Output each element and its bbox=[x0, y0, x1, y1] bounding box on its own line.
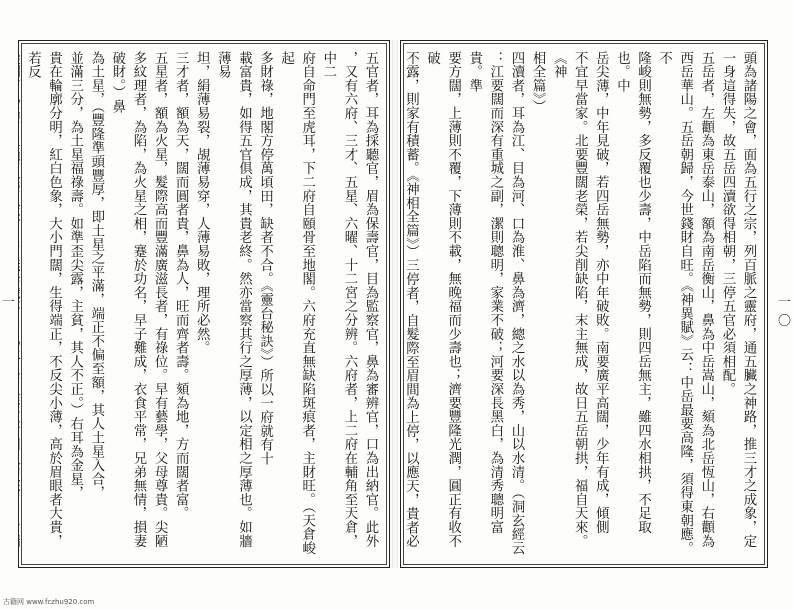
text-column bbox=[18, 51, 22, 559]
text-column: 府自命門至虎耳，下二府自頤骨至地閣。六府充直無缺陷斑痕者，主財旺。（天倉峻起 bbox=[278, 51, 315, 555]
text-column: 三才者，額為天，闊而圓者貴，鼻為人，旺而齊者壽。頦為地，方而闊者富。 bbox=[173, 51, 189, 521]
text-column: 一身這得失，故五岳四瀆欲得相朝，三停五官必須相配。 bbox=[719, 51, 735, 396]
text-column: 並滿三分，為土星福祿壽。如準歪尖露，主貧，其人不正。）右耳為金星， bbox=[67, 51, 83, 500]
text-column: ，又有六府、三才、五星、六曜、十二宮之分辨。六府者，上二府在輔角至天倉，中二 bbox=[320, 51, 357, 548]
text-column: 載富貴，如得五官俱成，其貴老終。然亦當察其行之厚薄，以定相之厚薄也。如牆薄易 bbox=[215, 51, 252, 548]
text-column: 五岳者，左顴為東岳泰山，額為南岳衡山，鼻為中岳嵩山，頦為北岳恆山，右顴為 bbox=[698, 51, 714, 548]
text-column: 貴在輪廓分明，紅白色象，大小門闊，生得端正，不反尖小薄，高於眉眼者大貴，若反 bbox=[25, 51, 62, 548]
left-page bbox=[18, 40, 390, 568]
page-number-left: 一 bbox=[2, 295, 16, 310]
site-watermark: 古籍网 www.fczhu920.com bbox=[3, 598, 95, 606]
text-column: 要方闊，上薄則不覆，下薄則不載，無晚福而少壽也；濟要豐隆光潤，圓正有收不破 bbox=[424, 51, 461, 548]
left-page-text bbox=[27, 51, 381, 559]
text-column: ：江要闊而深有重城之副，潔則聰明，家業不破；河要深長黑白，為清秀聰明富貴。準 bbox=[466, 51, 503, 534]
text-column: 多財祿，地閣方停萬頃田，缺者不合。《靈台秘訣》）所以一府就有十 bbox=[257, 51, 273, 466]
book-gutter bbox=[392, 40, 398, 568]
text-column: 四瀆者，耳為江、目為河、口為淮、鼻為濟，總之水以為秀，山以水清。（洞玄經云 bbox=[508, 51, 524, 555]
text-column: 隆峻則無勢，多反覆也少壽，中岳陷而無勢，則四岳無主，雖四水相拱，不足取也。中 bbox=[614, 51, 651, 534]
text-column: 五星者，額為火星，髮際高而豐滿廣滋長者，有祿位。早有藝學，父母尊貴。尖陋 bbox=[152, 51, 168, 548]
text-column: 不露，則家有積蓄。《神相全篇》）三停者，自髮際至眉間為上停，以應天，貴者必 bbox=[403, 51, 419, 549]
text-column: 岳尖薄，中年見破，若四岳無勢，亦中年破敗。南要廣平高闊，少年有成，傾側 bbox=[593, 51, 609, 534]
text-column: 多紋理者，為陷，為火星之相，蹇於功名，早子難成，衣食平常，兄弟無情，損妻破財。）鼻 bbox=[109, 51, 146, 548]
text-column: 為土星，（豐隆準頭豐厚，即土星之平滿，端正不偏至額，其人土星入合， bbox=[88, 51, 104, 500]
text-column: 相全篇》） bbox=[530, 51, 546, 114]
text-column: 西岳華山。五岳朝歸，今世錢財自旺。《神異賦》云：中岳最要高隆，須得東朝應。不 bbox=[656, 51, 693, 555]
text-column: 頭為諸陽之會，面為五行之宗，列百脈之靈府，通五臟之神路，推三才之成象，定 bbox=[741, 51, 756, 548]
text-column: 坦，絹薄易裂，覘薄易穿，人薄易敗，理所必然。 bbox=[194, 51, 210, 355]
right-page bbox=[400, 40, 768, 568]
text-column: 不宜早當家。北要豐闊老榮，若尖削缺陷，末主無成，故日五岳朝拱，福自天來。《神 bbox=[551, 51, 588, 548]
page-number-right: 一〇 bbox=[778, 295, 792, 329]
right-page-text bbox=[403, 51, 759, 559]
text-column: 五官者，耳為採聽官，眉為保壽官，目為監察官，鼻為審辨官，口為出納官。此外 bbox=[363, 51, 378, 548]
